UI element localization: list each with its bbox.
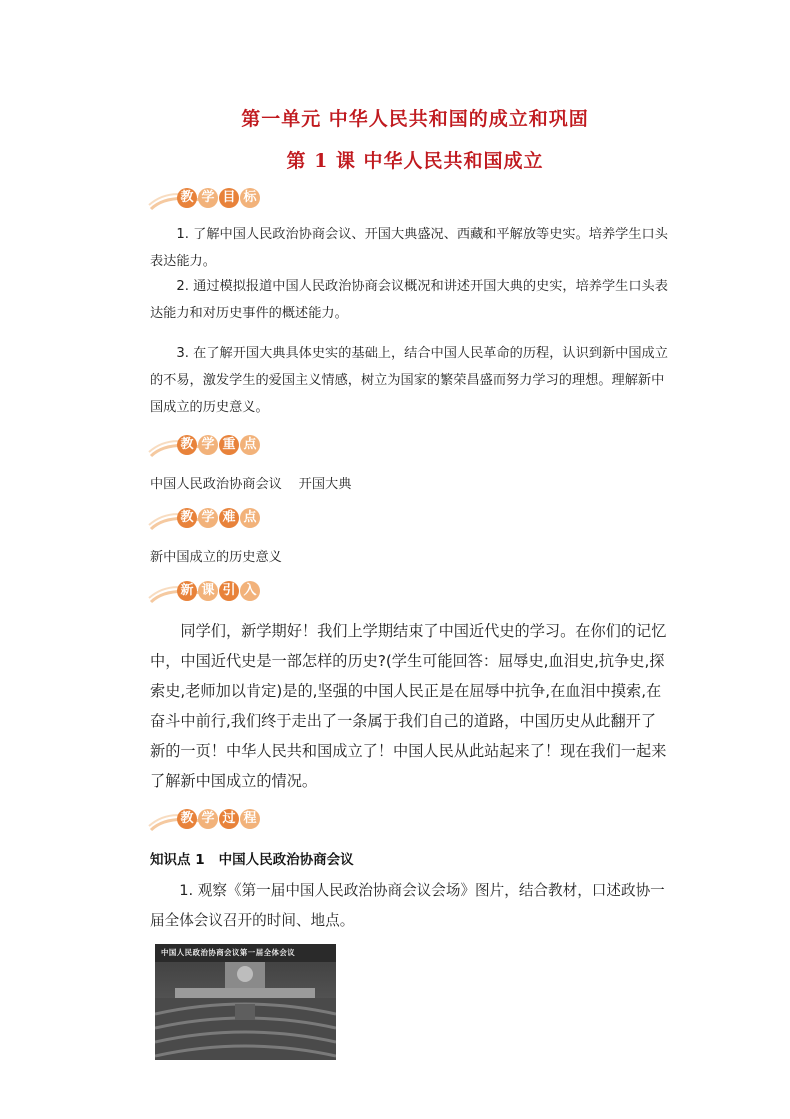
section-badge-introduction: [147, 578, 277, 606]
lesson-title: 第 1 课 中华人民共和国成立: [286, 150, 544, 172]
badge-char: 引: [219, 581, 239, 601]
badge-char: 目: [219, 188, 239, 208]
badge-char: 教: [177, 435, 197, 455]
badge-char: 难: [219, 508, 239, 528]
badge-char: 学: [198, 809, 218, 829]
knowledge-point-label: 知识点 1: [150, 852, 205, 868]
section-badge-key-points: [147, 432, 277, 460]
badge-char: 教: [177, 809, 197, 829]
badge-char: 学: [198, 188, 218, 208]
photo-banner-text: 中国人民政治协商会议第一届全体会议: [161, 948, 296, 957]
knowledge-point-heading: [150, 848, 354, 868]
badge-char: 点: [240, 508, 260, 528]
section-badge-process: [147, 806, 277, 834]
section-badge-difficulties: [147, 505, 277, 533]
badge-char: 程: [240, 809, 260, 829]
badge-char: 点: [240, 435, 260, 455]
badge-char: 入: [240, 581, 260, 601]
badge-char: 教: [177, 508, 197, 528]
section-badge-objectives: [147, 185, 277, 213]
unit-title: 第一单元 中华人民共和国的成立和巩固: [241, 108, 589, 130]
cppcc-hall-photo: [155, 944, 336, 1060]
objective-1: 1. 了解中国人民政治协商会议、开国大典盛况、西藏和平解放等史实。培养学生口头表达能力。: [150, 227, 668, 269]
badge-char: 课: [198, 581, 218, 601]
difficulties-text: 新中国成立的历史意义: [150, 550, 282, 565]
key-points-text: 中国人民政治协商会议 开国大典: [150, 477, 352, 492]
badge-char: 学: [198, 508, 218, 528]
badge-char: 新: [177, 581, 197, 601]
photo-illustration: [155, 944, 336, 1060]
task-text: 1. 观察《第一届中国人民政治协商会议会场》图片，结合教材，口述政协一届全体会议召开的时间、地点。: [150, 882, 665, 929]
introduction-text: 同学们，新学期好！我们上学期结束了中国近代史的学习。在你们的记忆中，中国近代史是一部怎样的历史?(学生可能回答：屈辱史,血泪史,抗争史,探索史,老师加以肯定)是的,坚强的中国人民正是在屈辱中抗争,在血泪中摸索,在奋斗中前行,我们终于走出了一条属于我们自己的道路，中国历史从此翻开了新的一页！中华人民共和国成立了！中国人民从此站起来了！现在我们一起来了解新中国成立的情况。: [150, 622, 667, 790]
badge-char: 过: [219, 809, 239, 829]
knowledge-point-title: 中国人民政治协商会议: [218, 852, 354, 868]
objective-3: 3. 在了解开国大典具体史实的基础上，结合中国人民革命的历程，认识到新中国成立的不易，激发学生的爱国主义情感，树立为国家的繁荣昌盛而努力学习的理想。理解新中国成立的历史意义。: [150, 346, 668, 415]
badge-char: 教: [177, 188, 197, 208]
badge-char: 学: [198, 435, 218, 455]
badge-char: 重: [219, 435, 239, 455]
objective-2: 2. 通过模拟报道中国人民政治协商会议概况和讲述开国大典的史实，培养学生口头表达能力和对历史事件的概述能力。: [150, 279, 668, 321]
badge-char: 标: [240, 188, 260, 208]
